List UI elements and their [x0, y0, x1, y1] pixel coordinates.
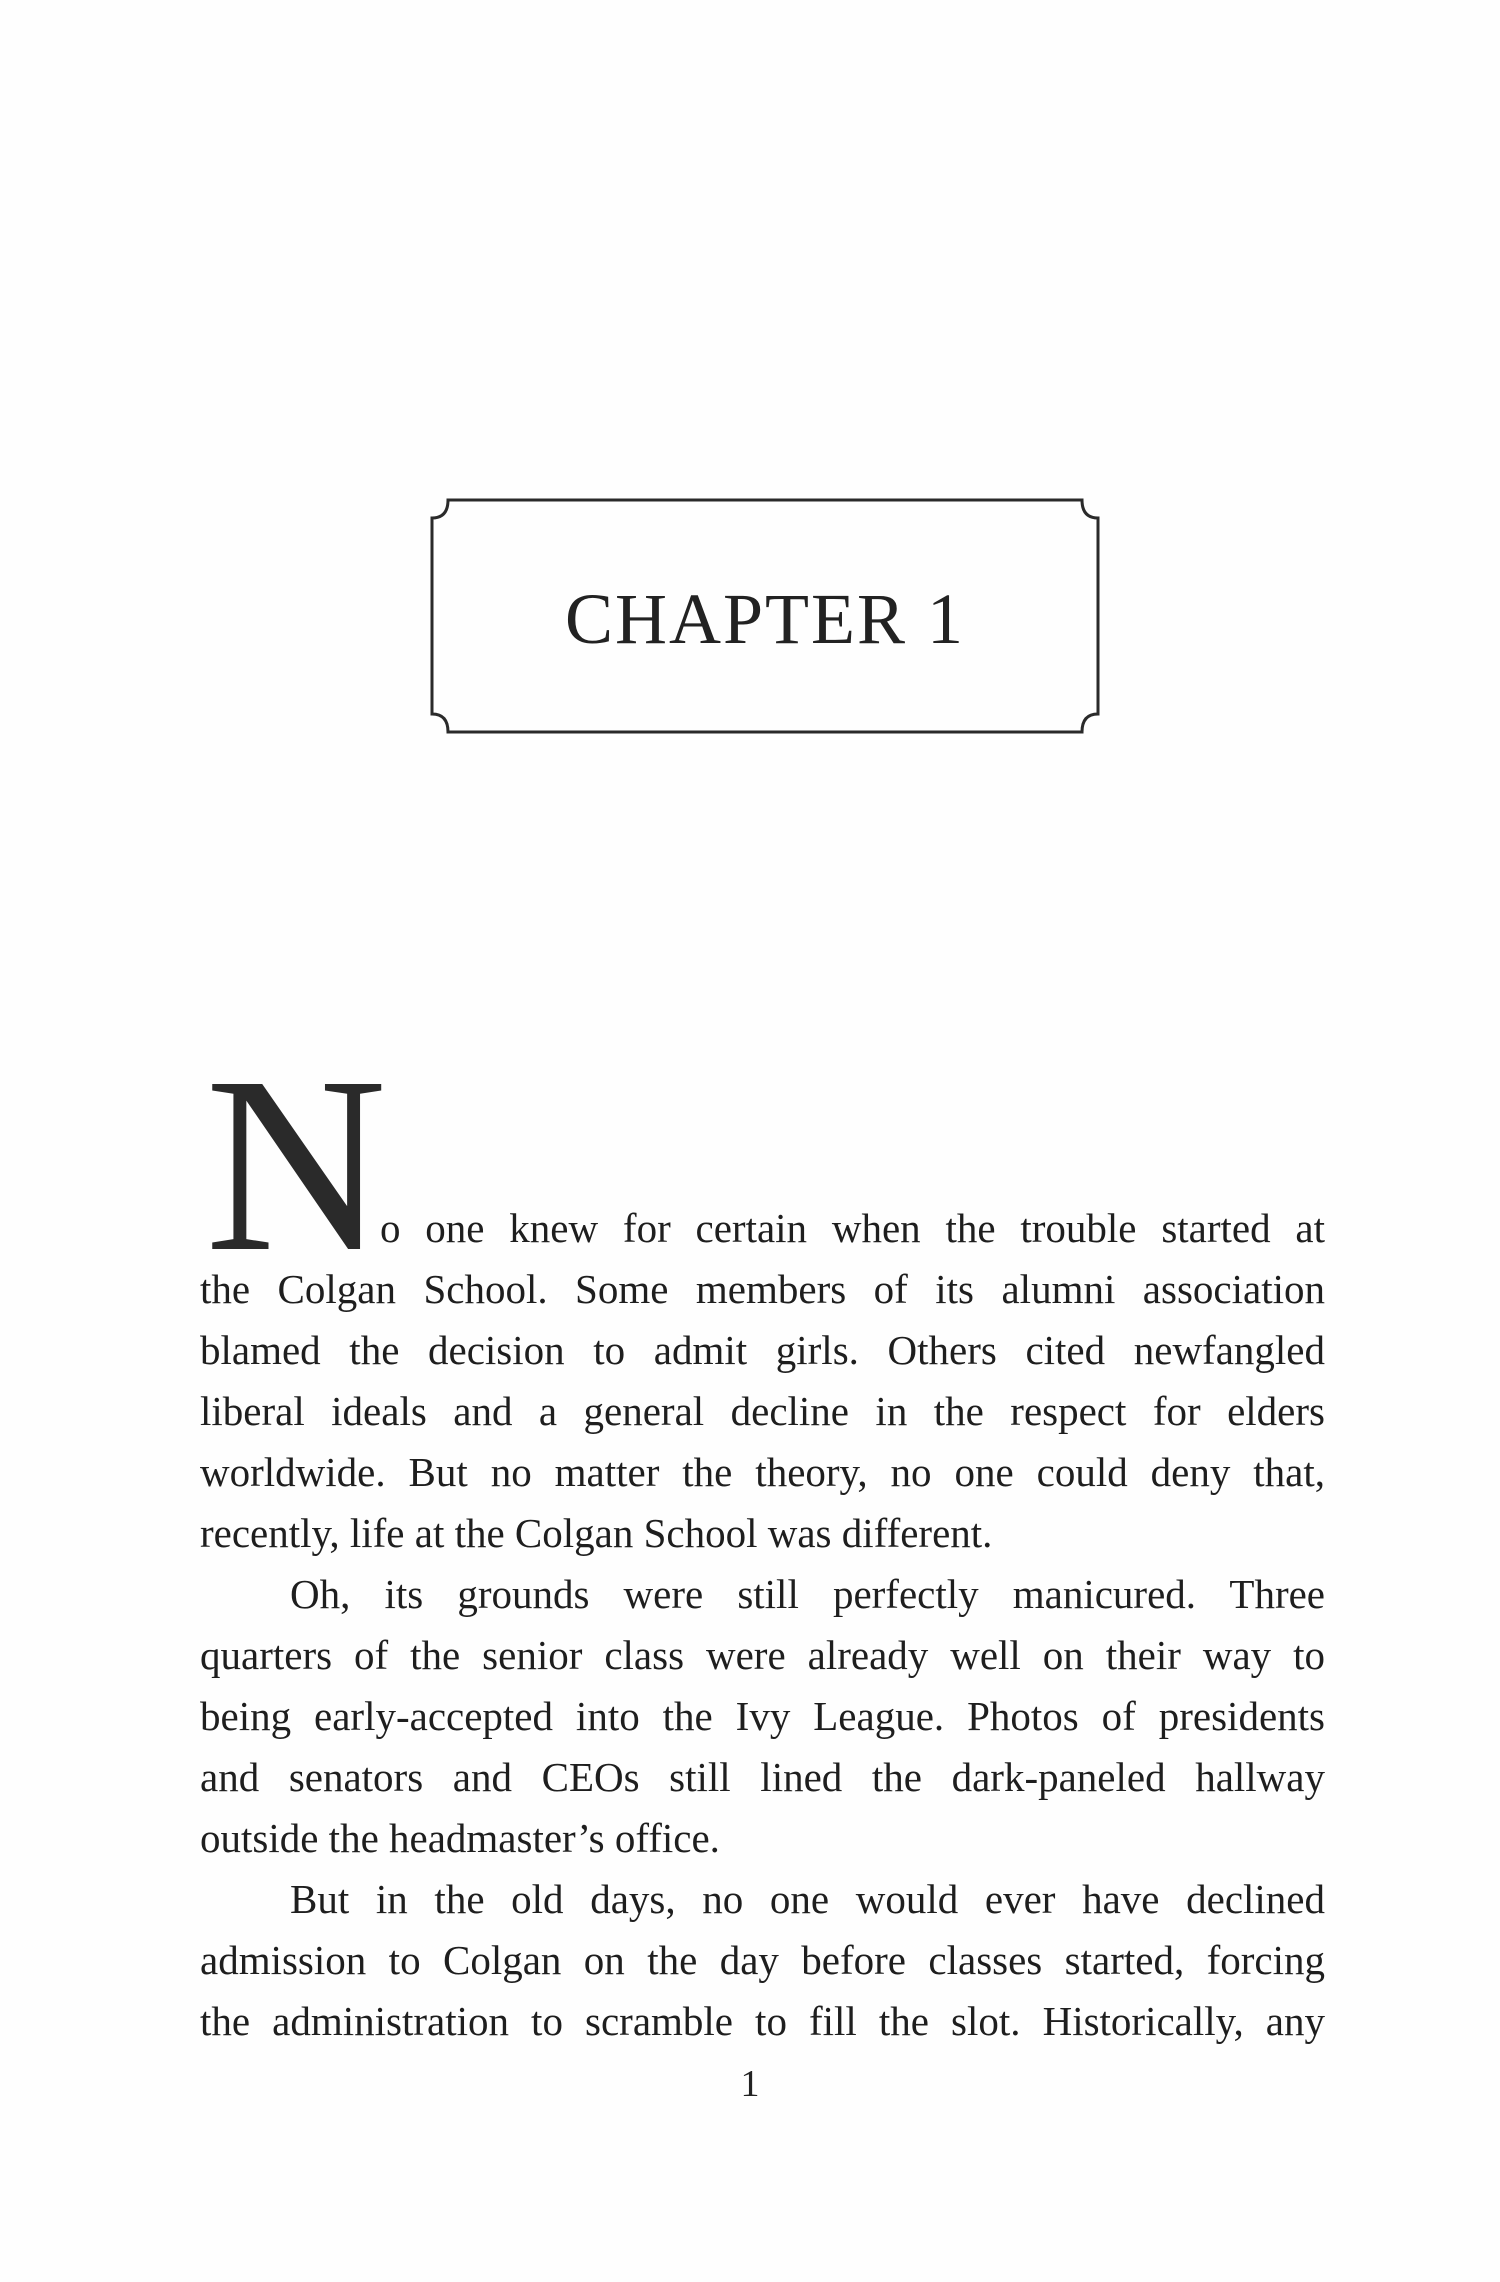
text-line: outside the headmaster’s office.	[200, 1815, 720, 1861]
chapter-heading-frame	[430, 498, 1100, 734]
text-line: worldwide. But no matter the theory, no one could deny that,	[200, 1449, 1325, 1495]
text-line: liberal ideals and a general decline in the respect for elders	[200, 1388, 1325, 1434]
text-line: quarters of the senior class were already well on their way to	[200, 1632, 1325, 1678]
chapter-body-text	[200, 1198, 1325, 2052]
text-line: the administration to scramble to fill the slot. Historically, any	[200, 1998, 1325, 2044]
text-line: admission to Colgan on the day before classes started, forcing	[200, 1937, 1325, 1983]
text-line: recently, life at the Colgan School was different.	[200, 1510, 993, 1556]
text-line: blamed the decision to admit girls. Others cited newfangled	[200, 1327, 1325, 1373]
text-line: the Colgan School. Some members of its alumni association	[200, 1266, 1325, 1312]
chapter-title: CHAPTER 1	[564, 578, 966, 659]
text-line: being early-accepted into the Ivy League. Photos of presidents	[200, 1693, 1325, 1739]
text-line: and senators and CEOs still lined the dark-paneled hallway	[200, 1754, 1325, 1800]
text-line: o one knew for certain when the trouble started at	[380, 1205, 1325, 1251]
drop-cap-letter: N	[205, 1024, 387, 1304]
text-line: Oh, its grounds were still perfectly manicured. Three	[290, 1571, 1325, 1617]
text-line: But in the old days, no one would ever have declined	[290, 1876, 1325, 1922]
page-number: 1	[740, 2063, 760, 2105]
